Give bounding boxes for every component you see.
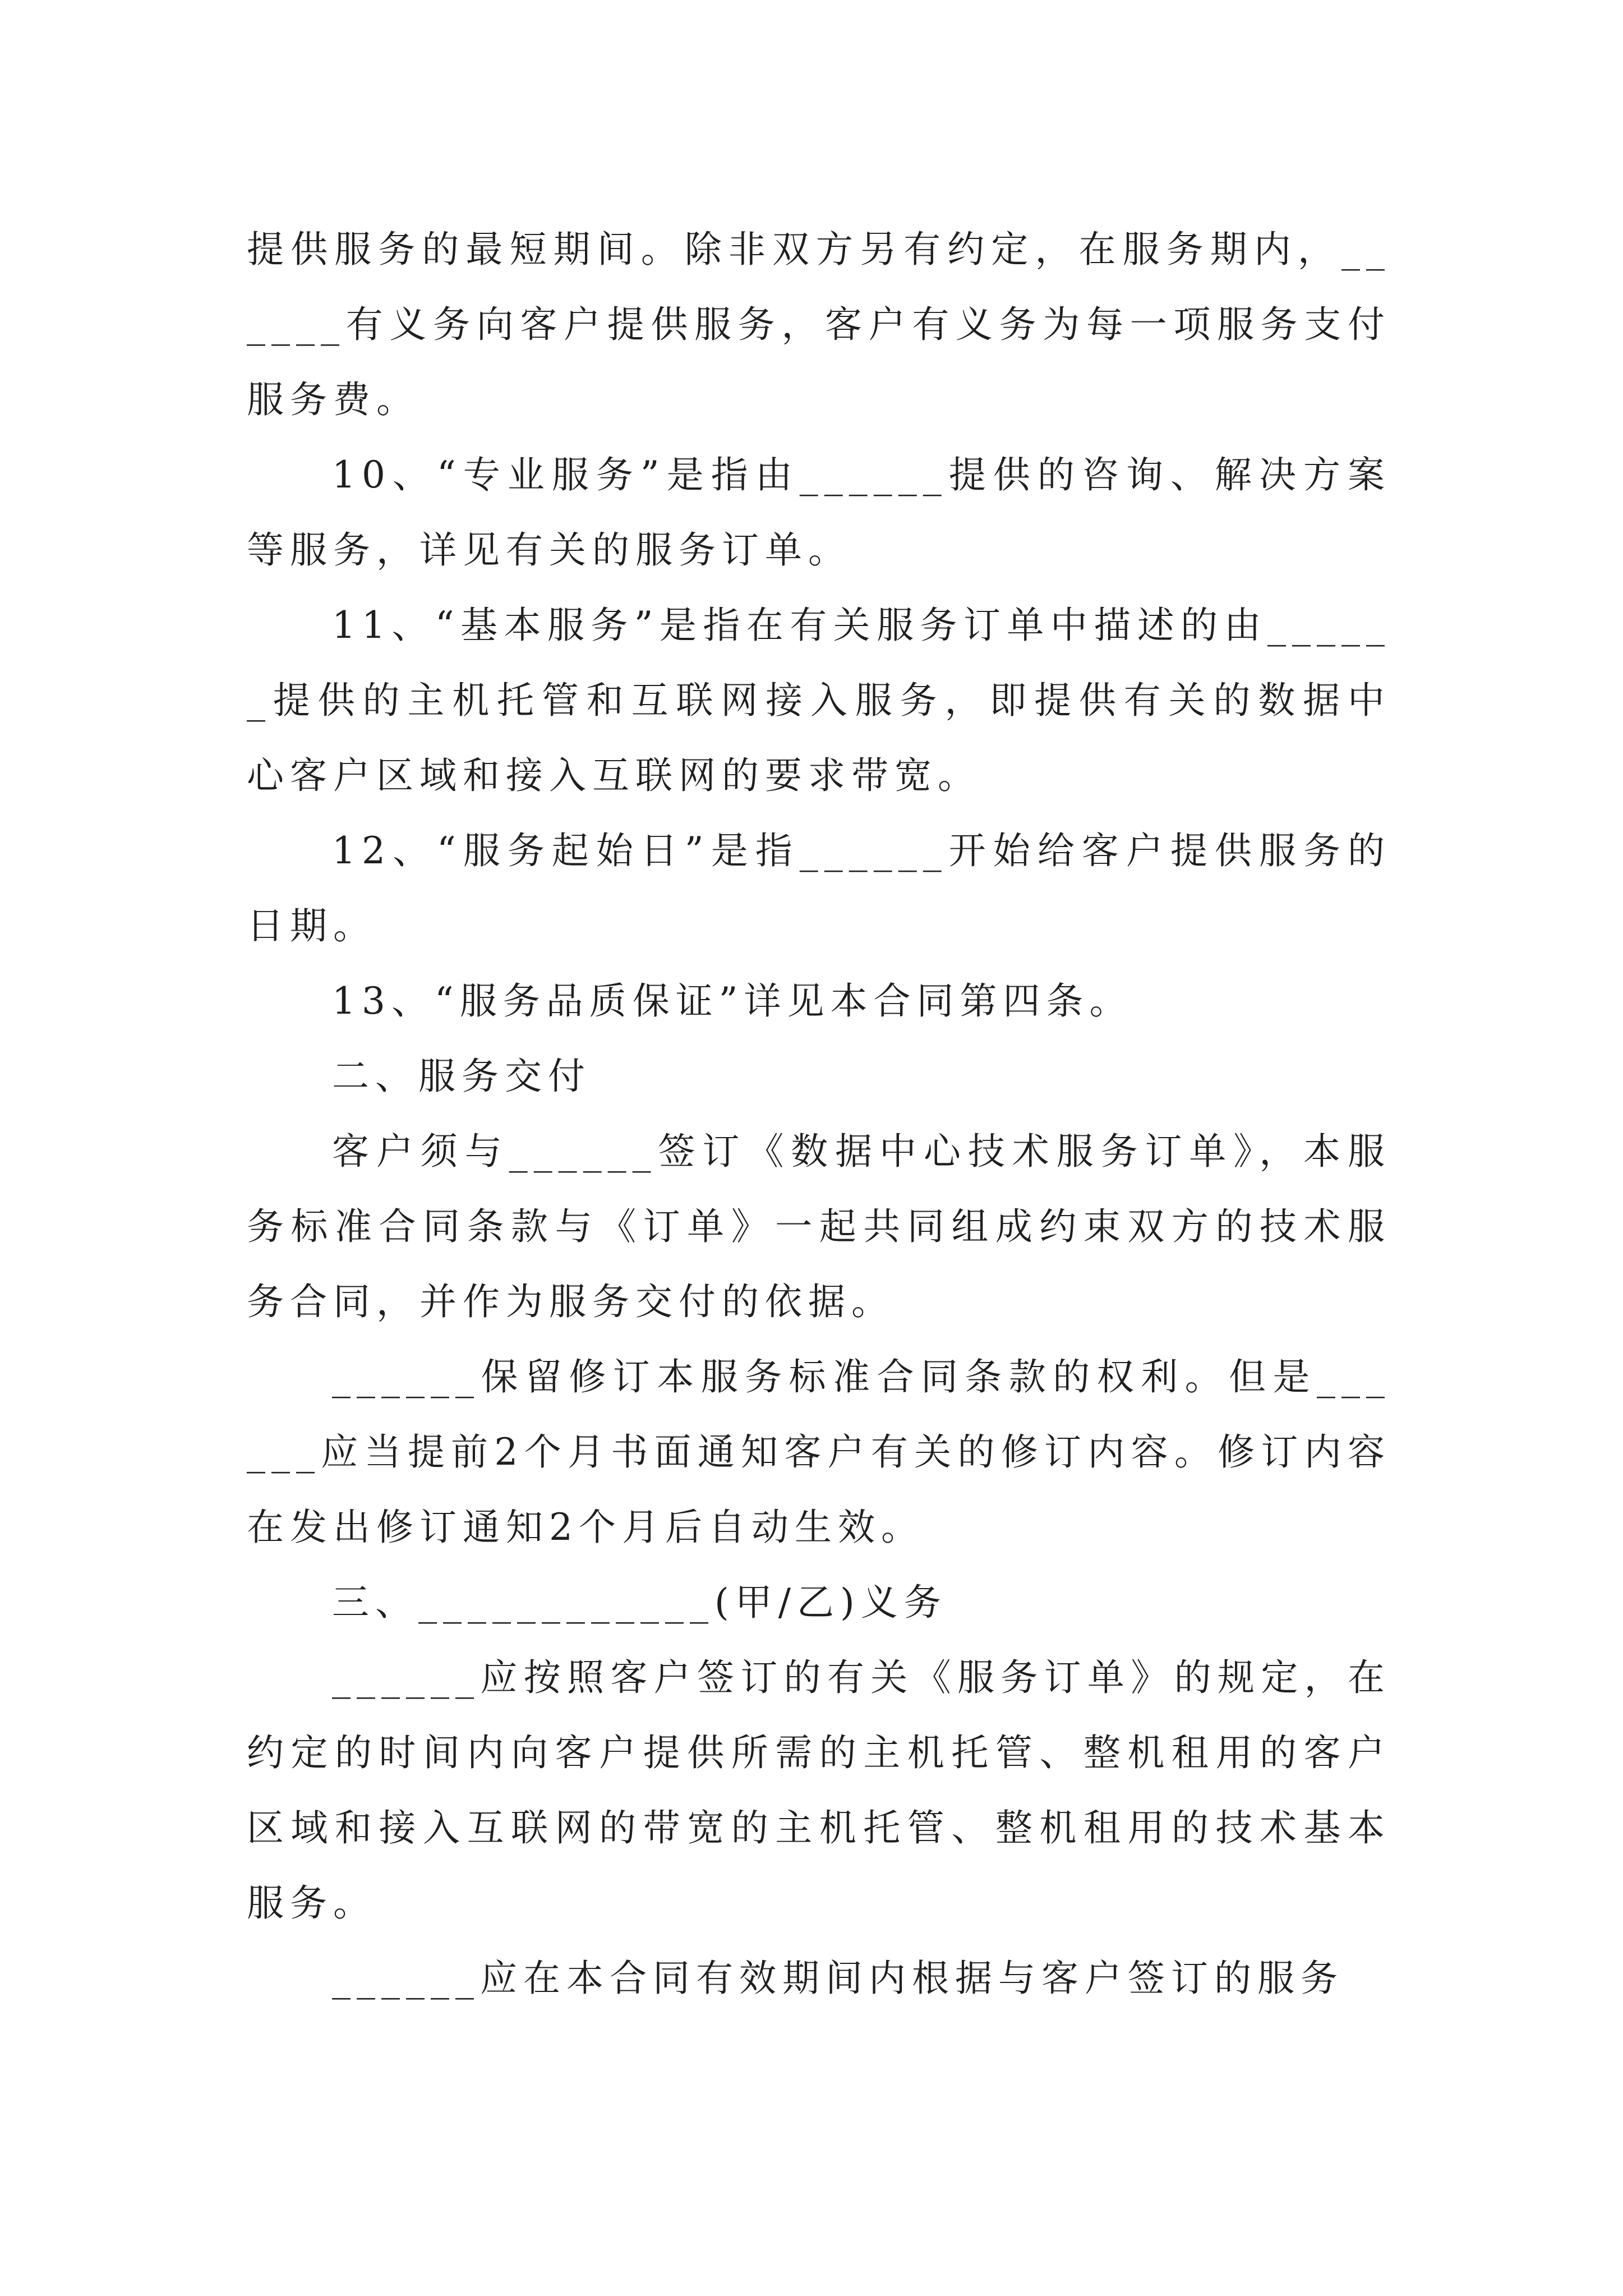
paragraph-contract-period: ______应在本合同有效期间内根据与客户签订的服务 bbox=[332, 1957, 1344, 2000]
document-body bbox=[247, 212, 1391, 2016]
paragraph-service-period: 提供服务的最短期间。除非双方另有约定，在服务期内，______有义务向客户提供服务，客户有义务为每一项服务支付服务费。 bbox=[247, 228, 1391, 421]
paragraph-professional-service: 10、“专业服务”是指由______提供的咨询、解决方案等服务，详见有关的服务订单。 bbox=[247, 453, 1391, 572]
section-heading-service-delivery: 二、服务交付 bbox=[332, 1055, 591, 1098]
paragraph-amendment-rights: ______保留修订本服务标准合同条款的权利。但是______应当提前2个月书面通知客户有关的修订内容。修订内容在发出修订通知2个月后自动生效。 bbox=[247, 1355, 1391, 1549]
paragraph-provide-services: ______应按照客户签订的有关《服务订单》的规定，在约定的时间内向客户提供所需的主机托管、整机租用的客户区域和接入互联网的带宽的主机托管、整机租用的技术基本服务。 bbox=[247, 1656, 1391, 1925]
section-heading-obligations: 三、____________(甲/乙)义务 bbox=[332, 1581, 947, 1624]
paragraph-quality-guarantee: 13、“服务品质保证”详见本合同第四条。 bbox=[332, 979, 1133, 1023]
paragraph-service-start-date: 12、“服务起始日”是指______开始给客户提供服务的日期。 bbox=[247, 829, 1391, 947]
paragraph-service-order: 客户须与______签订《数据中心技术服务订单》，本服务标准合同条款与《订单》一起共同组成约束双方的技术服务合同，并作为服务交付的依据。 bbox=[247, 1130, 1391, 1323]
paragraph-basic-service: 11、“基本服务”是指在有关服务订单中描述的由______提供的主机托管和互联网接入服务，即提供有关的数据中心客户区域和接入互联网的要求带宽。 bbox=[247, 604, 1391, 797]
